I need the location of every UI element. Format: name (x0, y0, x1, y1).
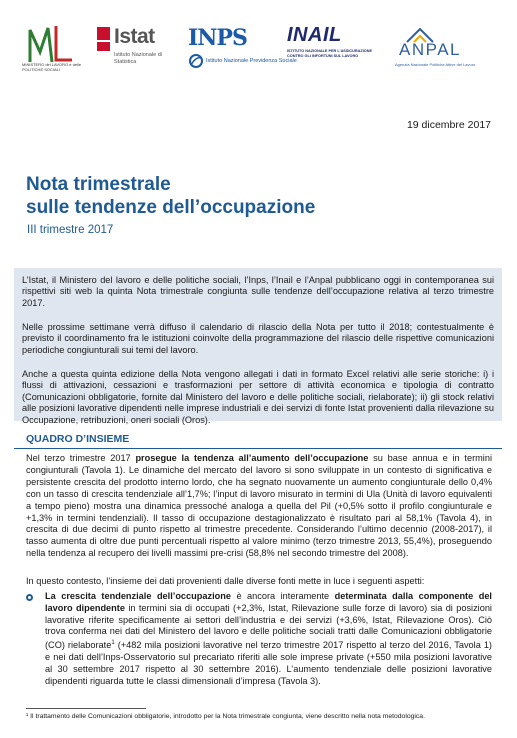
section-divider (14, 448, 502, 449)
inps-name: INPS (188, 25, 247, 51)
ministero-logo (26, 22, 76, 66)
body-bullet-paragraph (45, 591, 492, 687)
para3-text-b: è ancora interamente (230, 591, 335, 601)
para3-text-d: in termini sia di occupati (+2,3%, Istat, Rilevazione sulle forze di lavoro) sia di posizioni lavorative riferite specificamente ai settori dell’industria e dei servizi (+3,6%, Istat, Rilevazione Oros). Ciò trova conferma nei dati del Ministero del lavoro e delle politiche sociali tratti dalle Comunicazioni obbligatorie (CO) rielaborate (45, 602, 492, 651)
anpal-subtitle: Agenzia Nazionale Politiche Attive del Lavoro (395, 62, 476, 67)
inps-swoosh-icon (188, 53, 204, 69)
footnote: ¹ Il trattamento delle Comunicazioni obbligatorie, introdotto per la Nota trimestrale congiunta, viene descritto nella nota metodologica. (26, 713, 425, 720)
istat-logo (97, 27, 187, 77)
bullet-circle-icon (26, 594, 33, 601)
ministero-logo-mark (26, 22, 76, 66)
para3-bold-a: La crescita tendenziale dell’occupazione (45, 591, 231, 601)
section-title: QUADRO D’INSIEME (26, 433, 130, 445)
body-paragraph-1 (26, 453, 492, 560)
publication-date: 19 dicembre 2017 (406, 119, 491, 131)
para1-text-c: su base annua e in termini congiunturali (Tavola 1). Le dinamiche del mercato del lavoro si sono sviluppate in un contesto di significativa e persistente crescita del prodotto interno lordo, che ha segnato nuovamente un aumento congiunturale dello 0,4% con un tasso di crescita tendenziale all’1,7%; l’input di lavoro misurato in termini di Ula (Unità di lavoro equivalenti a tempo pieno) mostra una dinamica pressoché analoga a quella del Pil (+0,5% sotto il profilo congiunturale e +1,3% in termini tendenziali). Il tasso di occupazione destagionalizzato è risultato pari al 58,1% (Tavola 4), in crescita di due decimi di punto rispetto al trimestre precedente. Considerando l’ultimo decennio (2008-2017), il tasso aumenta di oltre due punti percentuali rispetto al valore minimo (terzo trimestre 2013, 55,4%), proseguendo nella tendenza al recupero dei livelli massimi pre-crisi (58,8% nel secondo trimestre del 2008). (26, 453, 492, 559)
intro-box (14, 268, 502, 425)
para3-text-e: (+482 mila posizioni lavorative nel terzo trimestre 2017 rispetto al terzo del 2016, Tavola 1) e nei dati dell’Inps-Osservatorio sul precariato riferiti alle sole imprese private (+550 mila posizioni lavorative al 30 settembre 2017 rispetto al 30 settembre 2016). L’aumento tendenziale delle posizioni lavorative dipendenti riguarda tutte le classi dimensionali d’impresa (Tavola 3). (45, 640, 492, 686)
header-logos (0, 0, 517, 90)
intro-paragraph-3: Anche a questa quinta edizione della Nota vengono allegati i dati in formato Excel relativi alle serie storiche: i) i flussi di attivazioni, cessazioni e trasformazioni per settore di attività economica e tipologia di contratto (Comunicazioni obbligatorie, fornite dal Ministero del lavoro e delle politiche sociali, rielaborate); ii) gli stock relativi alle posizioni lavorative dipendenti nelle imprese industriali e dei servizi di fonte Istat provenienti dalla rilevazione su Occupazione, retribuzioni, oneri sociali (Oros). (22, 369, 494, 425)
intro-paragraph-1: L’Istat, il Ministero del lavoro e delle politiche sociali, l’Inps, l’Inail e l’Anpal pubblicano oggi in contemporanea sui rispettivi siti web la quinta Nota trimestrale congiunta sulle tendenze dell’occupazione relativa al terzo trimestre 2017. (22, 275, 494, 308)
para1-bold: prosegue la tendenza all’aumento dell’occupazione (135, 453, 369, 463)
istat-name: Istat (114, 25, 155, 48)
inail-logo (287, 24, 382, 68)
document-title-line2: sulle tendenze dell’occupazione (26, 197, 316, 218)
anpal-logo (393, 26, 493, 71)
inps-subtitle: Istituto Nazionale Previdenza Sociale (206, 58, 297, 64)
inail-subtitle: ISTITUTO NAZIONALE PER L'ASSICURAZIONE CONTRO GLI INFORTUNI SUL LAVORO (287, 49, 372, 58)
para1-text-a: Nel terzo trimestre 2017 (26, 453, 136, 463)
ministero-label: MINISTERO del LAVORO e delle POLITICHE SOCIALI (22, 62, 82, 72)
istat-square2-icon (97, 42, 110, 51)
footnote-ref[interactable]: 1 (111, 640, 115, 647)
istat-subtitle: Istituto Nazionale di Statistica (114, 52, 162, 65)
anpal-name: ANPAL (399, 40, 461, 59)
intro-paragraph-2: Nelle prossime settimane verrà diffuso il calendario di rilascio della Nota per tutto il 2018; contestualmente è previsto il coordinamento fra le istituzioni coinvolte della programmazione del rilascio delle rispettive comunicazioni periodiche congiunturali sui temi del lavoro. (22, 322, 494, 355)
footnote-divider (26, 708, 146, 709)
inail-name: INAIL (287, 24, 342, 46)
body-paragraph-2: In questo contesto, l’insieme dei dati provenienti dalle diverse fonti mette in luce i seguenti aspetti: (26, 576, 425, 586)
document-title-line1: Nota trimestrale (26, 174, 171, 195)
inps-logo (188, 26, 298, 76)
document-subtitle: III trimestre 2017 (27, 224, 114, 236)
istat-square-icon (97, 27, 110, 40)
para3-bold-c: determinata dalla componente del lavoro dipendente (45, 591, 492, 613)
